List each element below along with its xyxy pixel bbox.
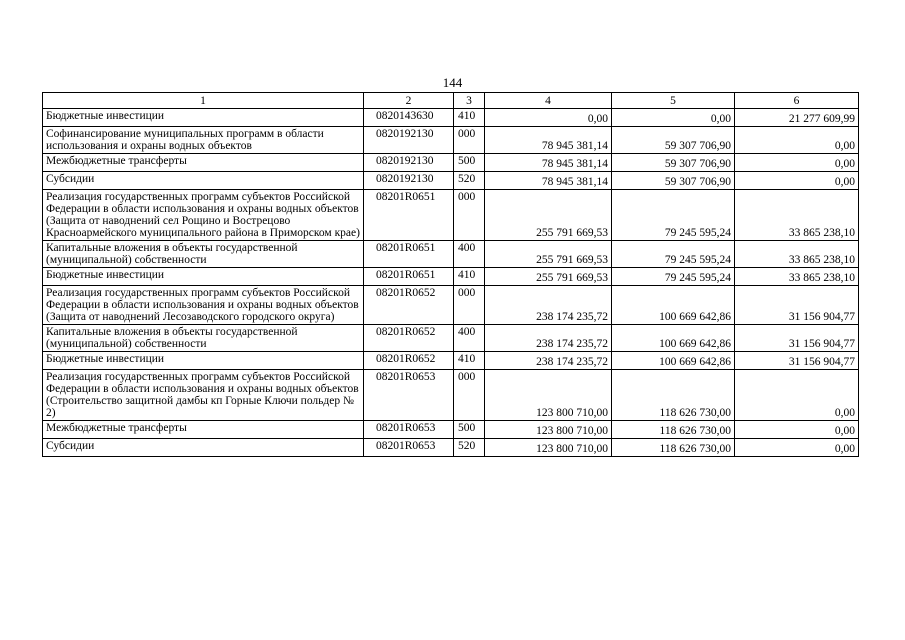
row-name-cell: Межбюджетные трансферты (43, 421, 364, 439)
table-row (43, 439, 859, 457)
row-value-cell: 79 245 595,24 (612, 241, 735, 268)
table-row (43, 370, 859, 421)
row-value-cell: 0,00 (485, 109, 612, 127)
row-value-cell: 0,00 (735, 154, 859, 172)
row-type-cell: 000 (454, 286, 485, 325)
row-type-cell: 410 (454, 352, 485, 370)
row-value-cell: 31 156 904,77 (735, 325, 859, 352)
row-name-cell: Бюджетные инвестиции (43, 109, 364, 127)
row-name-cell: Реализация государственных программ субъектов Российской Федерации в области использования и охраны водных объектов (Защита от наводнений сел Рощино и Вострецово Красноармейского муниципального района в Приморском крае) (43, 190, 364, 241)
row-type-cell: 520 (454, 439, 485, 457)
row-value-cell: 33 865 238,10 (735, 190, 859, 241)
table-row (43, 190, 859, 241)
column-header: 3 (454, 93, 485, 109)
row-value-cell: 123 800 710,00 (485, 370, 612, 421)
row-value-cell: 0,00 (735, 421, 859, 439)
row-value-cell: 123 800 710,00 (485, 421, 612, 439)
column-header: 2 (364, 93, 454, 109)
table-row (43, 127, 859, 154)
row-value-cell: 118 626 730,00 (612, 439, 735, 457)
budget-table (42, 92, 859, 457)
row-type-cell: 400 (454, 325, 485, 352)
row-value-cell: 0,00 (735, 439, 859, 457)
row-value-cell: 255 791 669,53 (485, 190, 612, 241)
row-value-cell: 79 245 595,24 (612, 190, 735, 241)
row-name-cell: Софинансирование муниципальных программ в области использования и охраны водных объектов (43, 127, 364, 154)
row-name-cell: Капитальные вложения в объекты государственной (муниципальной) собственности (43, 325, 364, 352)
row-value-cell: 118 626 730,00 (612, 370, 735, 421)
row-type-cell: 000 (454, 190, 485, 241)
table-row (43, 325, 859, 352)
table-row (43, 241, 859, 268)
row-code-cell: 08201R0653 (364, 421, 454, 439)
row-code-cell: 0820192130 (364, 127, 454, 154)
row-value-cell: 59 307 706,90 (612, 154, 735, 172)
row-type-cell: 410 (454, 109, 485, 127)
row-code-cell: 08201R0651 (364, 268, 454, 286)
column-header: 1 (43, 93, 364, 109)
row-code-cell: 08201R0651 (364, 241, 454, 268)
row-value-cell: 0,00 (735, 127, 859, 154)
column-header: 6 (735, 93, 859, 109)
table-row (43, 286, 859, 325)
row-code-cell: 0820192130 (364, 172, 454, 190)
row-value-cell: 255 791 669,53 (485, 241, 612, 268)
row-value-cell: 33 865 238,10 (735, 268, 859, 286)
row-code-cell: 08201R0653 (364, 439, 454, 457)
row-code-cell: 0820143630 (364, 109, 454, 127)
row-code-cell: 08201R0652 (364, 352, 454, 370)
row-name-cell: Реализация государственных программ субъектов Российской Федерации в области использования и охраны водных объектов (Защита от наводнений Лесозаводского городского округа) (43, 286, 364, 325)
row-name-cell: Реализация государственных программ субъектов Российской Федерации в области использования и охраны водных объектов (Строительство защитной дамбы кп Горные Ключи польдер № 2) (43, 370, 364, 421)
row-value-cell: 31 156 904,77 (735, 352, 859, 370)
table-row (43, 421, 859, 439)
row-type-cell: 400 (454, 241, 485, 268)
row-value-cell: 78 945 381,14 (485, 127, 612, 154)
column-header: 4 (485, 93, 612, 109)
row-value-cell: 78 945 381,14 (485, 172, 612, 190)
row-name-cell: Капитальные вложения в объекты государственной (муниципальной) собственности (43, 241, 364, 268)
row-code-cell: 08201R0652 (364, 286, 454, 325)
row-value-cell: 238 174 235,72 (485, 286, 612, 325)
row-type-cell: 000 (454, 127, 485, 154)
table-row (43, 172, 859, 190)
row-value-cell: 0,00 (735, 370, 859, 421)
row-value-cell: 238 174 235,72 (485, 325, 612, 352)
row-name-cell: Субсидии (43, 172, 364, 190)
row-type-cell: 000 (454, 370, 485, 421)
table-header-row (43, 93, 859, 109)
table-row (43, 109, 859, 127)
row-value-cell: 238 174 235,72 (485, 352, 612, 370)
row-value-cell: 21 277 609,99 (735, 109, 859, 127)
row-type-cell: 500 (454, 421, 485, 439)
page-number: 144 (442, 75, 463, 90)
column-header: 5 (612, 93, 735, 109)
row-value-cell: 100 669 642,86 (612, 352, 735, 370)
row-value-cell: 118 626 730,00 (612, 421, 735, 439)
row-value-cell: 33 865 238,10 (735, 241, 859, 268)
row-value-cell: 0,00 (612, 109, 735, 127)
row-code-cell: 08201R0651 (364, 190, 454, 241)
table-row (43, 154, 859, 172)
row-name-cell: Бюджетные инвестиции (43, 352, 364, 370)
row-value-cell: 100 669 642,86 (612, 286, 735, 325)
row-value-cell: 123 800 710,00 (485, 439, 612, 457)
row-value-cell: 59 307 706,90 (612, 127, 735, 154)
row-value-cell: 31 156 904,77 (735, 286, 859, 325)
row-code-cell: 0820192130 (364, 154, 454, 172)
row-value-cell: 78 945 381,14 (485, 154, 612, 172)
table-row (43, 352, 859, 370)
row-name-cell: Бюджетные инвестиции (43, 268, 364, 286)
row-code-cell: 08201R0653 (364, 370, 454, 421)
table-row (43, 268, 859, 286)
row-value-cell: 79 245 595,24 (612, 268, 735, 286)
row-type-cell: 520 (454, 172, 485, 190)
row-name-cell: Субсидии (43, 439, 364, 457)
row-type-cell: 410 (454, 268, 485, 286)
row-value-cell: 59 307 706,90 (612, 172, 735, 190)
row-code-cell: 08201R0652 (364, 325, 454, 352)
row-value-cell: 255 791 669,53 (485, 268, 612, 286)
row-value-cell: 100 669 642,86 (612, 325, 735, 352)
row-value-cell: 0,00 (735, 172, 859, 190)
row-type-cell: 500 (454, 154, 485, 172)
row-name-cell: Межбюджетные трансферты (43, 154, 364, 172)
